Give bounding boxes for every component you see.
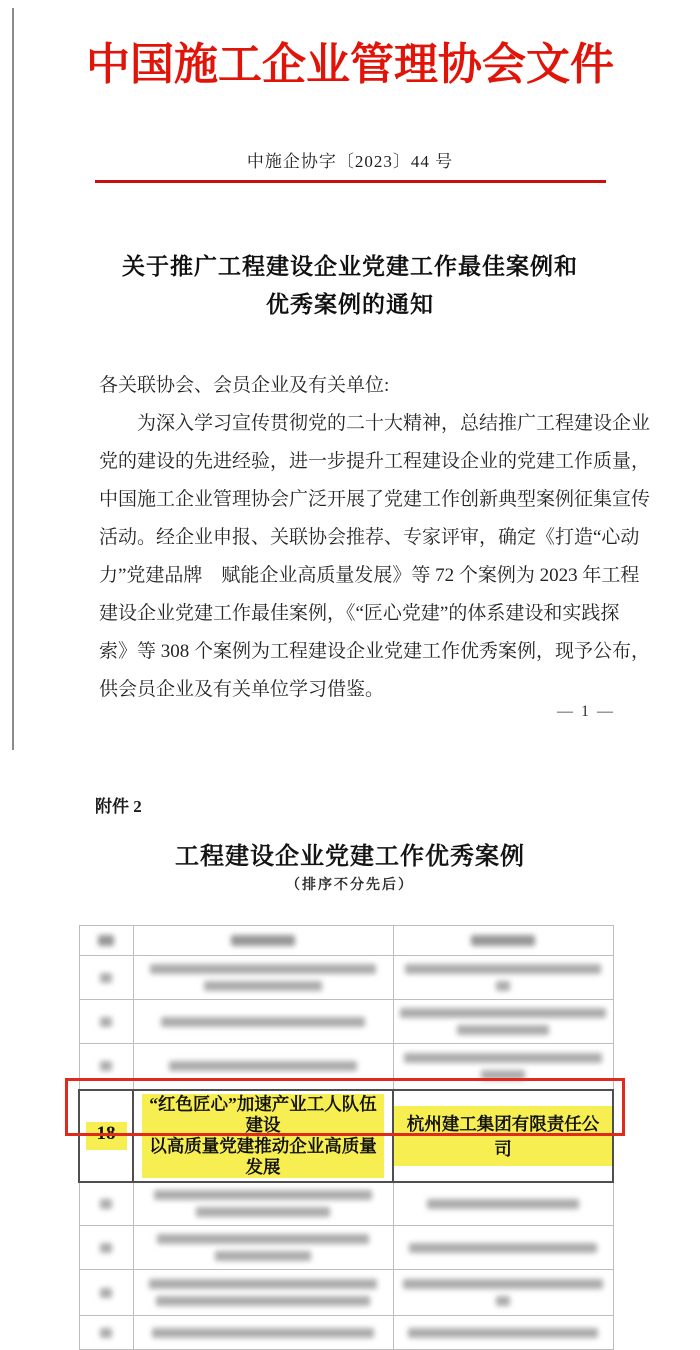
blurred-text-line <box>157 1234 369 1244</box>
blurred-text-line <box>98 935 114 946</box>
blurred-text <box>134 1328 393 1338</box>
blurred-text-line <box>100 1017 112 1027</box>
body-line: 党的建设的先进经验，进一步提升工程建设企业的党建工作质量， <box>99 451 651 472</box>
blurred-text-line <box>169 1061 357 1071</box>
blurred-cell <box>393 1270 613 1316</box>
blurred-cell <box>79 1316 133 1350</box>
notice-body <box>99 367 651 709</box>
blurred-cell <box>79 1270 133 1316</box>
blurred-text <box>134 1279 393 1306</box>
body-line: 建设企业党建工作最佳案例，《“匠心党建”的体系建设和实践探 <box>99 603 620 624</box>
blurred-cell <box>133 956 393 1000</box>
blurred-text <box>80 1061 133 1071</box>
blurred-text-line <box>403 1279 603 1289</box>
case-table-body <box>79 926 613 1350</box>
body-line: 力”党建品牌 赋能企业高质量发展》等 72 个案例为 2023 年工程 <box>99 565 640 586</box>
blurred-text-line <box>409 1243 597 1253</box>
blurred-text-line <box>100 1328 112 1338</box>
blurred-text-line <box>427 1199 579 1209</box>
blurred-cell <box>393 1226 613 1270</box>
blurred-cell <box>79 1000 133 1044</box>
blurred-text <box>80 973 133 983</box>
highlight-annotation-box <box>65 1078 625 1136</box>
blurred-text-line <box>161 1017 365 1027</box>
blurred-text <box>394 935 613 946</box>
blurred-text <box>394 1199 613 1209</box>
table-row <box>79 1182 613 1226</box>
table-row <box>79 1316 613 1350</box>
blurred-text-line <box>457 1025 549 1035</box>
blurred-text <box>394 1008 613 1035</box>
blurred-text <box>134 1190 393 1217</box>
blurred-cell <box>79 926 133 956</box>
blurred-cell <box>393 926 613 956</box>
case-table-wrapper <box>78 925 612 1350</box>
blurred-text-line <box>154 1190 372 1200</box>
blurred-text-line <box>231 935 295 946</box>
blurred-cell <box>79 1226 133 1270</box>
page-2 <box>0 760 700 1271</box>
blurred-text-line <box>408 1328 598 1338</box>
appendix-table-title: 工程建设企业党建工作优秀案例 <box>175 844 525 870</box>
blurred-text-line <box>471 935 535 946</box>
blurred-text <box>80 1199 133 1209</box>
notice-title-line-2: 优秀案例的通知 <box>266 292 434 317</box>
table-row <box>79 956 613 1000</box>
blurred-text-line <box>100 1199 112 1209</box>
blurred-text <box>394 1243 613 1253</box>
body-line: 索》等 308 个案例为工程建设企业党建工作优秀案例，现予公布， <box>99 641 651 662</box>
document-number: 中施企协字〔2023〕44 号 <box>246 152 454 171</box>
blurred-text-line <box>100 1288 112 1298</box>
blurred-text <box>134 935 393 946</box>
table-row <box>79 1270 613 1316</box>
blurred-text <box>134 964 393 991</box>
blurred-cell <box>393 1000 613 1044</box>
blurred-text-line <box>405 964 601 974</box>
blurred-cell <box>133 926 393 956</box>
blurred-cell <box>133 1270 393 1316</box>
body-paragraph <box>99 405 651 709</box>
blurred-text-line <box>404 1053 602 1063</box>
blurred-text-line <box>149 1279 377 1289</box>
blurred-text <box>134 1017 393 1027</box>
blurred-text-line <box>496 1296 510 1306</box>
red-divider-rule <box>95 180 606 183</box>
attachment-label: 附件 2 <box>95 797 142 816</box>
blurred-text <box>80 1288 133 1298</box>
blurred-text-line <box>150 964 376 974</box>
blurred-cell <box>393 1316 613 1350</box>
blurred-text-line <box>100 1061 112 1071</box>
blurred-text-line <box>400 1008 606 1018</box>
blurred-text <box>134 1234 393 1261</box>
company-name: 杭州建工集团有限责任公司 <box>394 1106 612 1166</box>
blurred-text-line <box>100 1243 112 1253</box>
blurred-text <box>80 935 133 946</box>
blurred-text <box>394 1328 613 1338</box>
blurred-cell <box>79 956 133 1000</box>
blurred-text <box>394 1053 613 1080</box>
blurred-text <box>80 1243 133 1253</box>
body-line: 活动。经企业申报、关联协会推荐、专家评审，确定《打造“心动 <box>99 527 640 548</box>
blurred-cell <box>393 956 613 1000</box>
blurred-text-line <box>196 1207 330 1217</box>
table-row <box>79 1226 613 1270</box>
blurred-text <box>394 1279 613 1306</box>
blurred-text-line <box>156 1296 370 1306</box>
body-line: 供会员企业及有关单位学习借鉴。 <box>99 679 385 700</box>
body-line: 为深入学习宣传贯彻党的二十大精神，总结推广工程建设企业 <box>137 413 651 434</box>
row-index: 18 <box>86 1122 127 1150</box>
notice-title <box>0 248 700 324</box>
blurred-cell <box>79 1182 133 1226</box>
blurred-text <box>134 1061 393 1071</box>
table-header-row <box>79 926 613 956</box>
case-table <box>78 925 614 1350</box>
body-line: 中国施工企业管理协会广泛开展了党建工作创新典型案例征集宣传 <box>99 489 651 510</box>
blurred-cell <box>133 1226 393 1270</box>
page-left-border-line <box>12 8 14 750</box>
page-number: — 1 — <box>557 703 615 720</box>
blurred-text-line <box>100 973 112 983</box>
blurred-cell <box>393 1182 613 1226</box>
organization-title: 中国施工企业管理协会文件 <box>86 40 614 89</box>
blurred-text-line <box>215 1251 311 1261</box>
blurred-text <box>80 1328 133 1338</box>
table-row <box>79 1000 613 1044</box>
blurred-text <box>394 964 613 991</box>
blurred-text-line <box>152 1328 374 1338</box>
case-name-line-1: “红色匠心”加速产业工人队伍建设 <box>149 1093 377 1135</box>
appendix-table-subtitle: （排序不分先后） <box>286 878 414 893</box>
blurred-text-line <box>496 981 510 991</box>
blurred-text <box>80 1017 133 1027</box>
salutation-line: 各关联协会、会员企业及有关单位: <box>99 375 390 396</box>
notice-title-line-1: 关于推广工程建设企业党建工作最佳案例和 <box>122 254 578 279</box>
blurred-cell <box>133 1000 393 1044</box>
case-name-line-2: 以高质量党建推动企业高质量发展 <box>149 1135 377 1177</box>
blurred-cell <box>133 1316 393 1350</box>
blurred-cell <box>133 1182 393 1226</box>
blurred-text-line <box>204 981 322 991</box>
